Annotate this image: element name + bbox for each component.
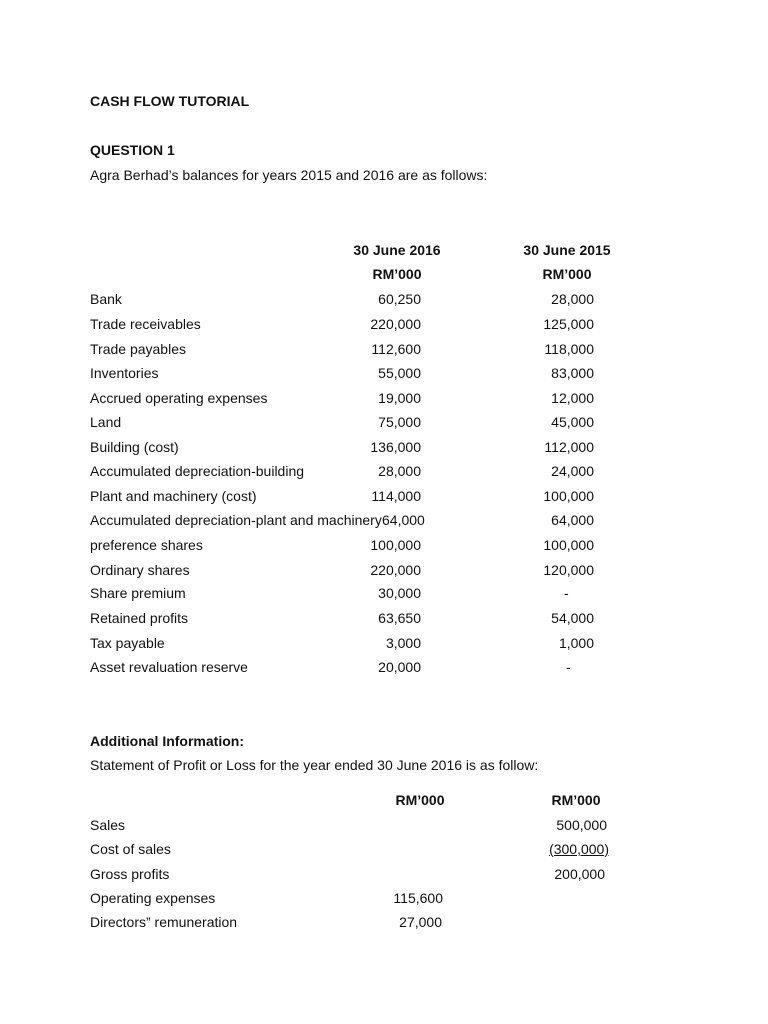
value-2016-accum-dep-building: 28,000 bbox=[378, 463, 421, 479]
value-2015-building-cost: 112,000 bbox=[544, 439, 594, 455]
pl-value-directors-remuneration: 27,000 bbox=[399, 914, 442, 930]
pl-value-cost-of-sales: (300,000) bbox=[549, 841, 609, 857]
value-2016-tax-payable: 3,000 bbox=[385, 635, 421, 651]
pl-value-gross-profits: 200,000 bbox=[554, 866, 605, 882]
question-heading: QUESTION 1 bbox=[90, 142, 175, 158]
row-label-accum-dep-building: Accumulated depreciation-building bbox=[90, 463, 305, 479]
row-label-preference-shares: preference shares bbox=[90, 537, 203, 553]
value-2016-plant-machinery-cost: 114,000 bbox=[371, 488, 421, 504]
pl-value-sales: 500,000 bbox=[556, 817, 607, 833]
value-2015-accum-dep-plant-machinery: 64,000 bbox=[551, 512, 594, 528]
value-2015-bank: 28,000 bbox=[551, 291, 594, 307]
column-header-2015: 30 June 2015 bbox=[523, 242, 611, 258]
row-label-plant-machinery-cost: Plant and machinery (cost) bbox=[90, 488, 257, 504]
pl-unit-header-2: RM’000 bbox=[551, 792, 601, 808]
value-2015-land: 45,000 bbox=[551, 414, 594, 430]
row-label-asset-revaluation-reserve: Asset revaluation reserve bbox=[90, 659, 248, 675]
pl-label-gross-profits: Gross profits bbox=[90, 866, 170, 882]
row-label-retained-profits: Retained profits bbox=[90, 610, 189, 626]
pl-value-operating-expenses: 115,600 bbox=[393, 890, 443, 906]
row-label-inventories: Inventories bbox=[90, 365, 159, 381]
value-2015-inventories: 83,000 bbox=[551, 365, 594, 381]
value-2015-retained-profits: 54,000 bbox=[551, 610, 594, 626]
pl-label-sales: Sales bbox=[90, 817, 126, 833]
value-2015-trade-receivables: 125,000 bbox=[543, 316, 594, 332]
value-2016-asset-revaluation-reserve: 20,000 bbox=[378, 659, 421, 675]
value-2016-bank: 60,250 bbox=[378, 291, 421, 307]
value-2016-retained-profits: 63,650 bbox=[378, 610, 421, 626]
additional-heading: Additional Information: bbox=[90, 733, 244, 749]
unit-header-2016: RM’000 bbox=[372, 266, 422, 282]
value-2015-preference-shares: 100,000 bbox=[543, 537, 594, 553]
pl-label-operating-expenses: Operating expenses bbox=[90, 890, 216, 906]
value-2015-accum-dep-building: 24,000 bbox=[551, 463, 594, 479]
value-2016-building-cost: 136,000 bbox=[370, 439, 421, 455]
row-label-tax-payable: Tax payable bbox=[90, 635, 165, 651]
value-2016-accrued-operating-expenses: 19,000 bbox=[378, 390, 421, 406]
additional-text: Statement of Profit or Loss for the year ended 30 June 2016 is as follow: bbox=[90, 757, 539, 773]
value-2016-accum-dep-plant-machinery: 64,000 bbox=[382, 512, 425, 528]
value-2016-share-premium: 30,000 bbox=[378, 585, 421, 601]
value-2015-tax-payable: 1,000 bbox=[558, 635, 594, 651]
pl-unit-header-1: RM’000 bbox=[395, 792, 445, 808]
row-label-land: Land bbox=[90, 414, 122, 430]
question-intro: Agra Berhad’s balances for years 2015 and 2016 are as follows: bbox=[90, 167, 488, 183]
value-2016-trade-payables: 112,600 bbox=[371, 341, 421, 357]
row-label-accum-dep-plant-machinery: Accumulated depreciation-plant and machinery bbox=[90, 512, 382, 528]
row-label-bank: Bank bbox=[90, 291, 122, 307]
pl-label-cost-of-sales: Cost of sales bbox=[90, 841, 171, 857]
value-2016-inventories: 55,000 bbox=[378, 365, 421, 381]
row-label-ordinary-shares: Ordinary shares bbox=[90, 562, 190, 578]
value-2015-trade-payables: 118,000 bbox=[544, 341, 594, 357]
value-2016-land: 75,000 bbox=[378, 414, 421, 430]
row-label-trade-payables: Trade payables bbox=[90, 341, 186, 357]
value-2016-trade-receivables: 220,000 bbox=[370, 316, 421, 332]
row-label-share-premium: Share premium bbox=[90, 585, 186, 601]
value-2015-accrued-operating-expenses: 12,000 bbox=[551, 390, 594, 406]
row-label-trade-receivables: Trade receivables bbox=[90, 316, 201, 332]
unit-header-2015: RM’000 bbox=[542, 266, 592, 282]
row-label-building-cost: Building (cost) bbox=[90, 439, 179, 455]
value-2015-plant-machinery-cost: 100,000 bbox=[543, 488, 594, 504]
value-2016-preference-shares: 100,000 bbox=[370, 537, 421, 553]
row-label-accrued-operating-expenses: Accrued operating expenses bbox=[90, 390, 268, 406]
document-title: CASH FLOW TUTORIAL bbox=[90, 93, 250, 109]
value-2016-ordinary-shares: 220,000 bbox=[370, 562, 421, 578]
value-2015-share-premium: - bbox=[564, 585, 569, 601]
value-2015-ordinary-shares: 120,000 bbox=[543, 562, 594, 578]
column-header-2016: 30 June 2016 bbox=[353, 242, 441, 258]
value-2015-asset-revaluation-reserve: - bbox=[566, 659, 571, 675]
pl-label-directors-remuneration: Directors” remuneration bbox=[90, 914, 238, 930]
